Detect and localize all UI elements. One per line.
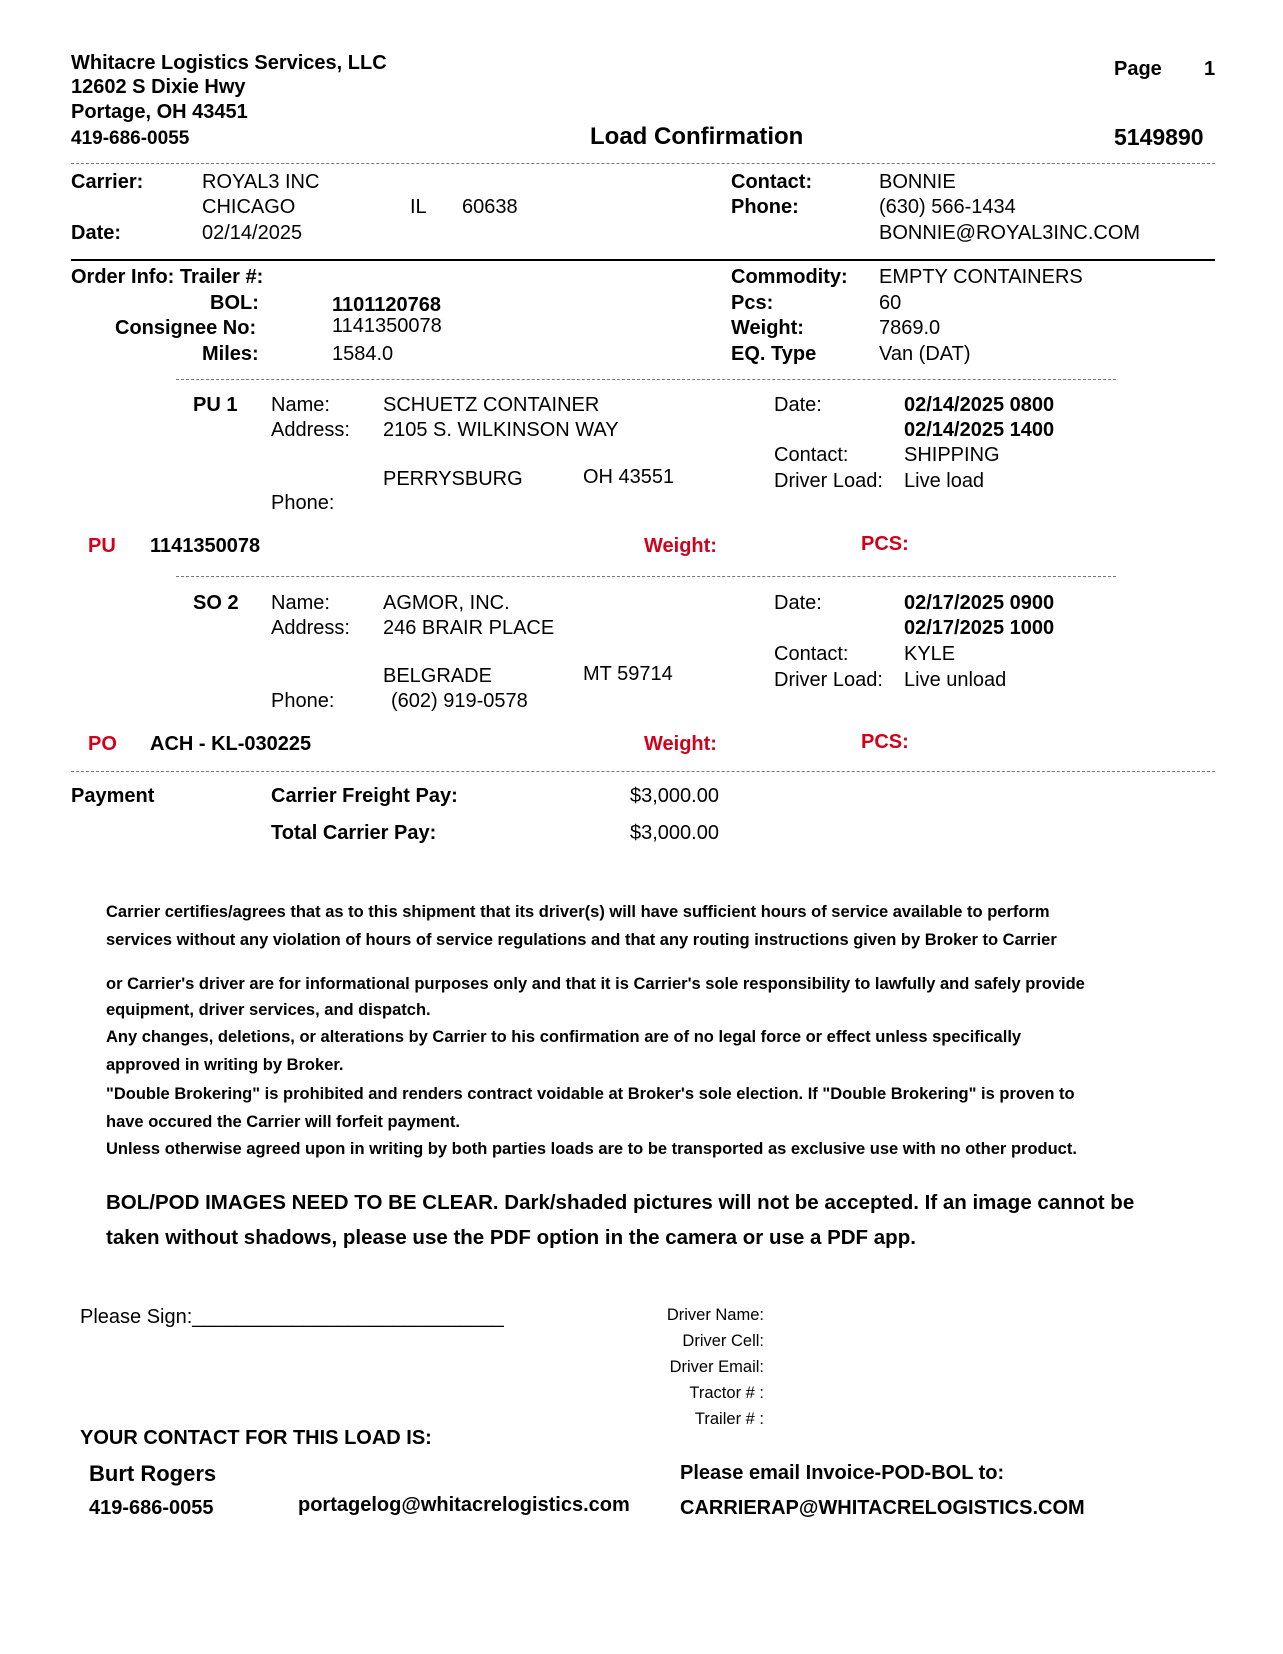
stop2-tag: SO 2: [193, 592, 239, 614]
stop2-ref-value: ACH - KL-030225: [150, 733, 312, 755]
total-pay-value: $3,000.00: [630, 822, 719, 844]
stop1-tag: PU 1: [193, 394, 238, 416]
stop1-pcs-label: PCS:: [861, 533, 909, 555]
miles-value: 1584.0: [332, 343, 394, 365]
pcs-label: Pcs:: [731, 292, 774, 314]
company-street: 12602 S Dixie Hwy: [71, 76, 246, 98]
freight-pay-label: Carrier Freight Pay:: [271, 785, 458, 807]
carrier-name: ROYAL3 INC: [202, 171, 320, 193]
stop2-address: 246 BRAIR PLACE: [383, 617, 555, 639]
stop1-weight-label: Weight:: [644, 535, 717, 557]
date-label: Date:: [71, 222, 122, 244]
contact-label: Contact:: [731, 171, 813, 193]
stop1-contact-label: Contact:: [774, 444, 849, 466]
freight-pay-value: $3,000.00: [630, 785, 719, 807]
divider: [71, 259, 1215, 261]
disclaimer-line: Carrier certifies/agrees that as to this shipment that its driver(s) will have sufficient hours of service available to perform: [106, 903, 1050, 921]
stop2-pcs-label: PCS:: [861, 731, 909, 753]
divider: [176, 379, 1116, 380]
miles-label: Miles:: [202, 343, 259, 365]
contact-heading: YOUR CONTACT FOR THIS LOAD IS:: [80, 1427, 432, 1449]
contact-email[interactable]: portagelog@whitacrelogistics.com: [298, 1494, 630, 1516]
page-number: 1: [1204, 58, 1216, 80]
carrier-zip: 60638: [462, 196, 518, 218]
stop1-date1: 02/14/2025 0800: [904, 394, 1055, 416]
carrier-email: BONNIE@ROYAL3INC.COM: [879, 222, 1141, 244]
company-name: Whitacre Logistics Services, LLC: [71, 52, 387, 74]
warning-line: BOL/POD IMAGES NEED TO BE CLEAR. Dark/shaded pictures will not be accepted. If an image cannot be: [106, 1191, 1135, 1214]
stop2-phone: (602) 919-0578: [391, 690, 528, 712]
disclaimer-line: equipment, driver services, and dispatch.: [106, 1001, 431, 1019]
divider: [71, 163, 1215, 164]
consignee-label: Consignee No:: [115, 317, 257, 339]
stop2-address-label: Address:: [271, 617, 350, 639]
stop2-weight-label: Weight:: [644, 733, 717, 755]
stop2-driver-load-label: Driver Load:: [774, 669, 883, 691]
trailer-label: Order Info: Trailer #:: [71, 266, 264, 288]
consignee-value: 1141350078: [332, 315, 442, 337]
signature-line[interactable]: Please Sign:____________________________: [80, 1306, 504, 1328]
commodity-label: Commodity:: [731, 266, 848, 288]
warning-line: taken without shadows, please use the PDF option in the camera or use a PDF app.: [106, 1226, 916, 1249]
stop1-phone-label: Phone:: [271, 492, 335, 514]
driver-info-block: [560, 1306, 764, 1436]
disclaimer-line: services without any violation of hours of service regulations and that any routing instructions given by Broker to Carrier: [106, 931, 1057, 949]
disclaimer-line: "Double Brokering" is prohibited and renders contract voidable at Broker's sole election. If "Double Brokering" is proven to: [106, 1085, 1075, 1103]
stop1-driver-load: Live load: [904, 470, 985, 492]
page-label: Page: [1114, 58, 1162, 80]
invoice-label: Please email Invoice-POD-BOL to:: [680, 1462, 1005, 1484]
eq-type-value: Van (DAT): [879, 343, 971, 365]
company-phone: 419-686-0055: [71, 128, 190, 149]
weight-label: Weight:: [731, 317, 804, 339]
driver-name-label: Driver Name:: [666, 1306, 764, 1324]
stop1-name-label: Name:: [271, 394, 330, 416]
stop2-ref-label: PO: [88, 733, 117, 755]
phone-label: Phone:: [731, 196, 799, 218]
stop1-date-label: Date:: [774, 394, 822, 416]
stop2-contact-label: Contact:: [774, 643, 849, 665]
stop1-ref-label: PU: [88, 535, 116, 557]
disclaimer-line: Unless otherwise agreed upon in writing by both parties loads are to be transported as exclusive use with no other product.: [106, 1140, 1077, 1158]
stop1-address-label: Address:: [271, 419, 350, 441]
stop1-name: SCHUETZ CONTAINER: [383, 394, 600, 416]
divider: [71, 771, 1215, 772]
document-number: 5149890: [1114, 124, 1204, 150]
carrier-state: IL: [410, 196, 427, 218]
stop2-name: AGMOR, INC.: [383, 592, 510, 614]
stop2-name-label: Name:: [271, 592, 330, 614]
carrier-city: CHICAGO: [202, 196, 296, 218]
trailer-label: Trailer # :: [694, 1410, 764, 1428]
stop1-contact: SHIPPING: [904, 444, 1000, 466]
stop2-date-label: Date:: [774, 592, 822, 614]
stop1-date2: 02/14/2025 1400: [904, 419, 1055, 441]
disclaimer-block-2: [106, 970, 1186, 1163]
disclaimer-line: Any changes, deletions, or alterations by Carrier to his confirmation are of no legal force or effect unless specifically: [106, 1028, 1022, 1046]
stop2-phone-label: Phone:: [271, 690, 335, 712]
eq-type-label: EQ. Type: [731, 343, 817, 365]
carrier-label: Carrier:: [71, 171, 144, 193]
carrier-contact: BONNIE: [879, 171, 956, 193]
stop1-ref-value: 1141350078: [150, 535, 261, 557]
document-title: Load Confirmation: [590, 123, 804, 150]
stop2-city: BELGRADE: [383, 665, 492, 687]
stop1-address: 2105 S. WILKINSON WAY: [383, 419, 619, 441]
driver-email-label: Driver Email:: [669, 1358, 764, 1376]
divider: [176, 576, 1116, 577]
driver-cell-label: Driver Cell:: [682, 1332, 764, 1350]
disclaimer-line: or Carrier's driver are for informational purposes only and that it is Carrier's sole responsibility to lawfully and safely provide: [106, 975, 1085, 993]
commodity-value: EMPTY CONTAINERS: [879, 266, 1083, 288]
contact-phone: 419-686-0055: [89, 1497, 214, 1519]
stop1-city: PERRYSBURG: [383, 468, 523, 490]
bol-value: 1101120768: [332, 294, 442, 316]
bol-label: BOL:: [210, 292, 259, 314]
stop2-date2: 02/17/2025 1000: [904, 617, 1055, 639]
pcs-value: 60: [879, 292, 902, 314]
payment-label: Payment: [71, 785, 155, 807]
stop1-driver-load-label: Driver Load:: [774, 470, 883, 492]
disclaimer-line: approved in writing by Broker.: [106, 1056, 344, 1074]
stop2-date1: 02/17/2025 0900: [904, 592, 1055, 614]
image-warning: [106, 1185, 1226, 1255]
carrier-date: 02/14/2025: [202, 222, 303, 244]
tractor-label: Tractor # :: [689, 1384, 764, 1402]
stop2-state-zip: MT 59714: [583, 663, 673, 685]
total-pay-label: Total Carrier Pay:: [271, 822, 437, 844]
stop1-state-zip: OH 43551: [583, 466, 675, 488]
disclaimer-block-1: [106, 898, 1186, 954]
company-city: Portage, OH 43451: [71, 101, 248, 123]
disclaimer-line: have occured the Carrier will forfeit payment.: [106, 1113, 460, 1131]
contact-name: Burt Rogers: [89, 1461, 217, 1486]
stop2-contact: KYLE: [904, 643, 956, 665]
invoice-email[interactable]: CARRIERAP@WHITACRELOGISTICS.COM: [680, 1497, 1085, 1519]
weight-value: 7869.0: [879, 317, 941, 339]
stop2-driver-load: Live unload: [904, 669, 1007, 691]
carrier-phone: (630) 566-1434: [879, 196, 1016, 218]
